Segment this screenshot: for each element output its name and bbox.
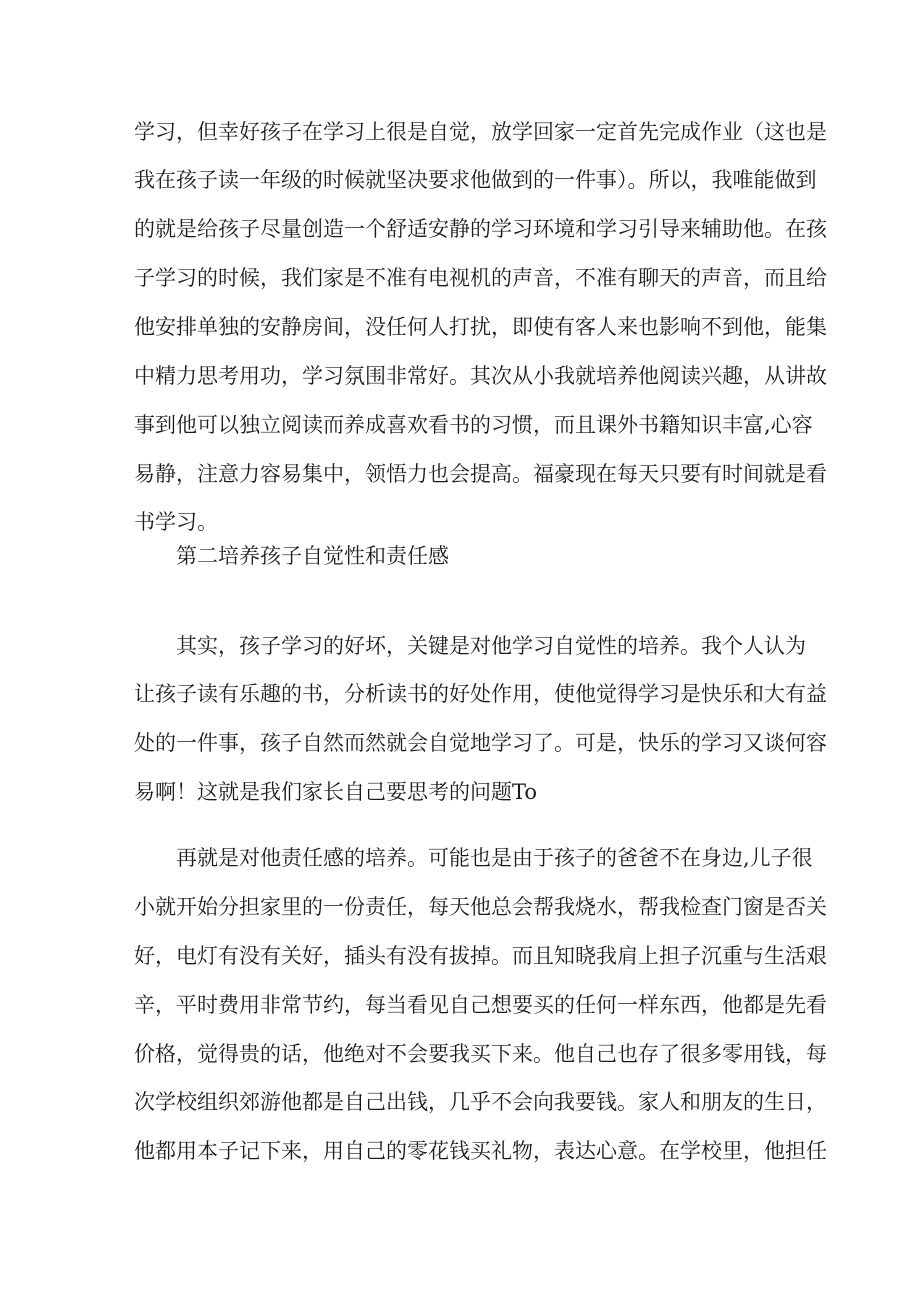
text-line: 好，电灯有没有关好，插头有没有拔掉。而且知晓我肩上担子沉重与生活艰 xyxy=(134,944,827,968)
text-line: 的就是给孩子尽量创造一个舒适安静的学习环境和学习引导来辅助他。在孩 xyxy=(134,217,827,241)
text-line: 他都用本子记下来，用自己的零花钱买礼物，表达心意。在学校里，他担任 xyxy=(134,1139,827,1163)
text-line: 我在孩子读一年级的时候就坚决要求他做到的一件事）。所以，我唯能做到 xyxy=(134,168,817,192)
text-line: 让孩子读有乐趣的书，分析读书的好处作用，使他觉得学习是快乐和大有益 xyxy=(134,682,827,706)
text-line: 易啊！这就是我们家长自己要思考的问题To xyxy=(134,780,538,804)
text-line: 再就是对他责任感的培养。可能也是由于孩子的爸爸不在身边,儿子很 xyxy=(176,846,813,870)
text-line: 次学校组织郊游他都是自己出钱，几乎不会向我要钱。家人和朋友的生日， xyxy=(134,1090,827,1114)
text-line: 处的一件事，孩子自然而然就会自觉地学习了。可是，快乐的学习又谈何容 xyxy=(134,731,827,755)
text-line: 中精力思考用功，学习氛围非常好。其次从小我就培养他阅读兴趣，从讲故 xyxy=(134,364,827,388)
text-line: 子学习的时候，我们家是不准有电视机的声音，不准有聊天的声音，而且给 xyxy=(134,266,827,290)
text-line: 其实，孩子学习的好坏，关键是对他学习自觉性的培养。我个人认为 xyxy=(176,634,806,658)
section-heading: 第二培养孩子自觉性和责任感 xyxy=(176,544,449,568)
text-line: 书学习。 xyxy=(134,510,218,534)
text-line: 价格，觉得贵的话，他绝对不会要我买下来。他自己也存了很多零用钱，每 xyxy=(134,1042,827,1066)
text-line: 学习，但幸好孩子在学习上很是自觉，放学回家一定首先完成作业（这也是 xyxy=(134,120,827,144)
text-line: 易静，注意力容易集中，领悟力也会提高。福豪现在每天只要有时间就是看 xyxy=(134,462,827,486)
text-line: 辛，平时费用非常节约，每当看见自己想要买的任何一样东西，他都是先看 xyxy=(134,993,827,1017)
text-line: 事到他可以独立阅读而养成喜欢看书的习惯，而且课外书籍知识丰富,心容 xyxy=(134,413,813,437)
text-line: 他安排单独的安静房间，没任何人打扰，即使有客人来也影响不到他，能集 xyxy=(134,315,827,339)
text-line: 小就开始分担家里的一份责任，每天他总会帮我烧水，帮我检查门窗是否关 xyxy=(134,895,827,919)
